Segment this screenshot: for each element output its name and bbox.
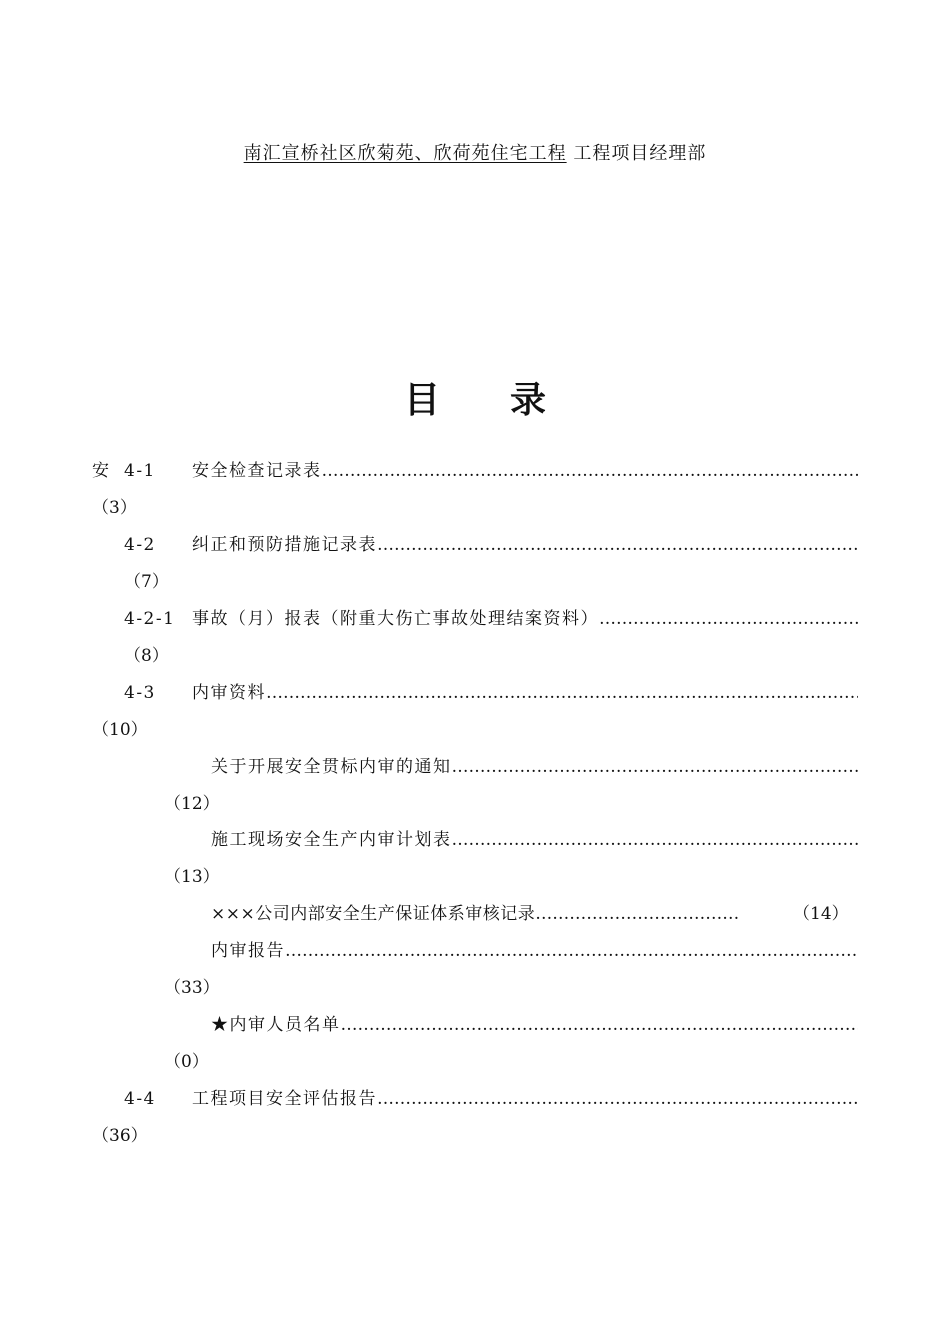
toc-entry[interactable] [124, 1084, 858, 1109]
toc-title-right: 录 [510, 380, 547, 421]
toc-title-left: 目 [403, 380, 440, 421]
toc-leader [599, 609, 858, 629]
toc-code: 4-2 [124, 535, 156, 555]
toc-entry[interactable] [124, 604, 858, 629]
toc-leader [341, 1015, 859, 1035]
toc-label: 内审资料 [192, 683, 266, 703]
toc-entry[interactable] [211, 825, 858, 850]
toc-leader [452, 757, 859, 777]
toc-page: （7） [124, 572, 169, 592]
toc-label: 关于开展安全贯标内审的通知 [211, 757, 452, 777]
toc-entry[interactable] [211, 936, 858, 961]
toc-label: 事故（月）报表（附重大伤亡事故处理结案资料） [192, 609, 599, 629]
toc-entry[interactable] [211, 752, 858, 777]
toc-page: （14） [793, 904, 849, 924]
department-name: 工程项目经理部 [573, 143, 707, 164]
document-header [0, 139, 950, 165]
toc-title [0, 372, 950, 423]
toc-page: （13） [164, 867, 220, 887]
toc-entry[interactable] [211, 899, 739, 924]
toc-entry[interactable] [124, 456, 858, 481]
toc-page: （3） [92, 498, 137, 518]
toc-leader: ……………………………… [535, 904, 740, 924]
toc-label: 纠正和预防措施记录表 [192, 535, 377, 555]
toc-page: （33） [164, 978, 220, 998]
toc-page: （0） [164, 1052, 209, 1072]
toc-page: （8） [124, 646, 169, 666]
toc-page: （36） [92, 1126, 148, 1146]
toc-page: （12） [164, 794, 220, 814]
toc-label: 内审报告 [211, 941, 285, 961]
toc-leader [377, 535, 858, 555]
toc-label: 安全检查记录表 [192, 461, 322, 481]
toc-code: 4-1 [124, 461, 156, 481]
toc-entry[interactable] [124, 678, 858, 703]
toc-prefix: 安 [92, 461, 109, 481]
toc-label: ★内审人员名单 [211, 1015, 341, 1035]
toc-leader [452, 830, 859, 850]
toc-label: 工程项目安全评估报告 [192, 1089, 377, 1109]
toc-entry[interactable] [211, 1010, 858, 1035]
toc-leader [266, 683, 858, 703]
toc-page: （10） [92, 720, 148, 740]
toc-label: ×××公司内部安全生产保证体系审核记录 [211, 904, 536, 924]
toc-code: 4-2-1 [124, 609, 176, 629]
project-name: 南汇宣桥社区欣菊苑、欣荷苑住宅工程 [243, 143, 567, 164]
toc-code: 4-3 [124, 683, 156, 703]
toc-leader [285, 941, 858, 961]
toc-label: 施工现场安全生产内审计划表 [211, 830, 452, 850]
toc-code: 4-4 [124, 1089, 156, 1109]
toc-leader [377, 1089, 858, 1109]
toc-leader [322, 461, 859, 481]
toc-entry[interactable] [124, 530, 858, 555]
